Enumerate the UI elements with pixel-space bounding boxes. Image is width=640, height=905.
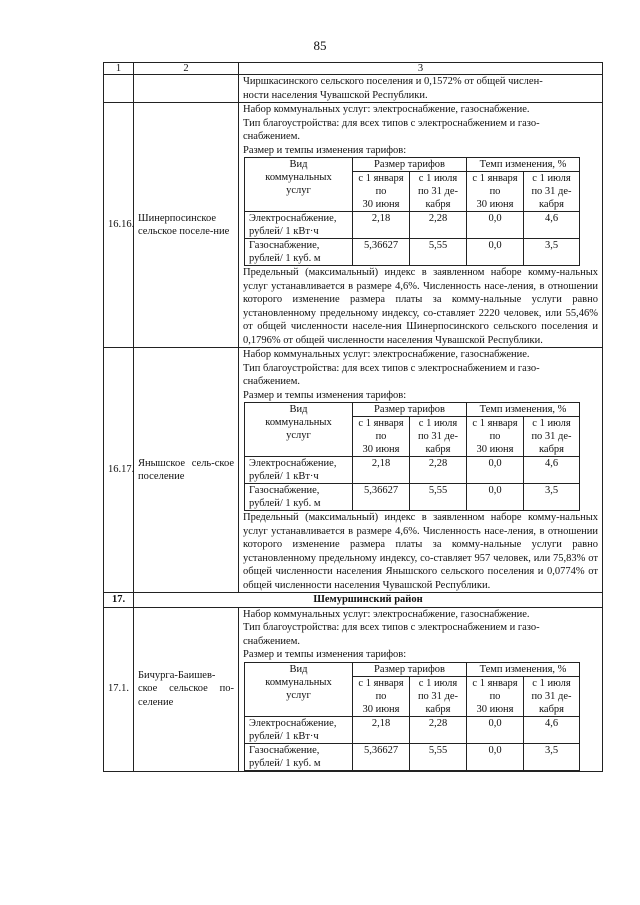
column-header-1: 1 (104, 63, 134, 75)
rate-jan: 0,0 (467, 457, 524, 484)
rate-jul: 4,6 (524, 212, 580, 239)
settlement-name: Шинерпосинское сельское поселе-ние (134, 103, 239, 348)
period-jul-header: с 1 июля по 31 де- кабря (524, 417, 580, 457)
tariff-jan: 5,36627 (353, 239, 410, 266)
rate-jul: 3,5 (524, 484, 580, 511)
entry-row-16-17 (104, 348, 603, 593)
period-jul-header: с 1 июля по 31 де- кабря (524, 676, 580, 716)
service-name: Электроснабжение, рублей/ 1 кВт·ч (245, 716, 353, 743)
entry-row-17-1 (104, 607, 603, 771)
service-name: Газоснабжение, рублей/ 1 куб. м (245, 239, 353, 266)
page-number: 85 (313, 38, 327, 53)
column-header-row (104, 63, 603, 75)
tariff-row-gas (245, 239, 580, 266)
entry-conclusion: Предельный (максимальный) индекс в заявленном наборе комму-нальных услуг устанавливается в размере 4,6%. Численность насе-ления, в отношении которого изменение размера платы за комму-нальные услуги равно установленному предельному индексу, со-ставляет 2220 человек, или 55,46% от общей численности населе-ния Шинерпосинского сельского поселения и 0,1796% от общей численности населения Чувашской Республики. (243, 267, 598, 346)
column-header-2: 2 (134, 63, 239, 75)
service-type-header: Вид коммунальных услуг (245, 403, 353, 457)
change-rate-header: Темп изменения, % (467, 403, 580, 417)
tariff-size-header: Размер тарифов (353, 662, 467, 676)
tariff-table (244, 662, 580, 771)
settlement-name: Янышское сель-ское поселение (134, 348, 239, 593)
period-jan-header: с 1 января по 30 июня (353, 172, 410, 212)
tariff-jul: 2,28 (410, 212, 467, 239)
rate-jan: 0,0 (467, 484, 524, 511)
entry-conclusion: Предельный (максимальный) индекс в заявленном наборе комму-нальных услуг устанавливается в размере 4,6%. Численность насе-ления, в отношении которого изменение размера платы за комму-нальные услуги равно установленному предельному индексу, со-ставляет 957 человек, или 75,83% от общей численности населения Янышского сельского поселения и 0,0774% от общей численности населения Чувашской Республики. (243, 512, 598, 591)
tariff-row-gas (245, 743, 580, 770)
rate-jan: 0,0 (467, 239, 524, 266)
entry-row-16-16 (104, 103, 603, 348)
service-name: Газоснабжение, рублей/ 1 куб. м (245, 484, 353, 511)
entry-intro: Набор коммунальных услуг: электроснабжение, газоснабжение. Тип благоустройства: для всех типов с электроснабжением и газо- снабжением. Размер и темпы изменения тарифов: (243, 349, 540, 401)
tariff-jan: 2,18 (353, 716, 410, 743)
service-name: Электроснабжение, рублей/ 1 кВт·ч (245, 457, 353, 484)
tariff-jul: 2,28 (410, 457, 467, 484)
district-number: 17. (104, 593, 134, 608)
tariff-table (244, 402, 580, 511)
continuation-text: Чиршкасинского сельского поселения и 0,1572% от общей числен- ности населения Чувашской Республики. (239, 75, 603, 103)
rate-jan: 0,0 (467, 212, 524, 239)
period-jul-header: с 1 июля по 31 де- кабря (524, 172, 580, 212)
tariff-table (244, 157, 580, 266)
change-rate-header: Темп изменения, % (467, 158, 580, 172)
tariff-jan: 5,36627 (353, 484, 410, 511)
settlement-name: Бичурга-Баишев-ское сельское по-селение (134, 607, 239, 771)
period-jul-header: с 1 июля по 31 де- кабря (410, 172, 467, 212)
rate-jul: 3,5 (524, 743, 580, 770)
continuation-row (104, 75, 603, 103)
tariff-row-electricity (245, 716, 580, 743)
tariff-jan: 2,18 (353, 457, 410, 484)
period-jul-header: с 1 июля по 31 де- кабря (410, 676, 467, 716)
tariff-row-electricity (245, 212, 580, 239)
column-header-3: 3 (239, 63, 603, 75)
tariff-jul: 5,55 (410, 484, 467, 511)
tariff-jan: 5,36627 (353, 743, 410, 770)
entry-number: 17.1. (104, 607, 134, 771)
district-row (104, 593, 603, 608)
tariff-row-electricity (245, 457, 580, 484)
tariff-jul: 5,55 (410, 239, 467, 266)
period-jan-header: с 1 января по 30 июня (467, 172, 524, 212)
tariff-size-header: Размер тарифов (353, 158, 467, 172)
tariff-jan: 2,18 (353, 212, 410, 239)
service-type-header: Вид коммунальных услуг (245, 662, 353, 716)
service-name: Электроснабжение, рублей/ 1 кВт·ч (245, 212, 353, 239)
period-jan-header: с 1 января по 30 июня (353, 676, 410, 716)
period-jan-header: с 1 января по 30 июня (467, 676, 524, 716)
tariff-row-gas (245, 484, 580, 511)
change-rate-header: Темп изменения, % (467, 662, 580, 676)
rate-jul: 4,6 (524, 716, 580, 743)
rate-jul: 3,5 (524, 239, 580, 266)
entry-number: 16.17. (104, 348, 134, 593)
period-jul-header: с 1 июля по 31 де- кабря (410, 417, 467, 457)
rate-jul: 4,6 (524, 457, 580, 484)
rate-jan: 0,0 (467, 743, 524, 770)
tariff-document-table (103, 62, 603, 772)
entry-intro: Набор коммунальных услуг: электроснабжение, газоснабжение. Тип благоустройства: для всех типов с электроснабжением и газо- снабжением. Размер и темпы изменения тарифов: (243, 104, 540, 156)
entry-content (239, 103, 603, 348)
entry-content (239, 348, 603, 593)
service-type-header: Вид коммунальных услуг (245, 158, 353, 212)
entry-intro: Набор коммунальных услуг: электроснабжение, газоснабжение. Тип благоустройства: для всех типов с электроснабжением и газо- снабжением. Размер и темпы изменения тарифов: (243, 608, 540, 660)
entry-number: 16.16. (104, 103, 134, 348)
tariff-size-header: Размер тарифов (353, 403, 467, 417)
service-name: Газоснабжение, рублей/ 1 куб. м (245, 743, 353, 770)
tariff-jul: 5,55 (410, 743, 467, 770)
tariff-jul: 2,28 (410, 716, 467, 743)
period-jan-header: с 1 января по 30 июня (467, 417, 524, 457)
district-name: Шемуршинский район (134, 593, 603, 608)
entry-content (239, 607, 603, 771)
period-jan-header: с 1 января по 30 июня (353, 417, 410, 457)
rate-jan: 0,0 (467, 716, 524, 743)
